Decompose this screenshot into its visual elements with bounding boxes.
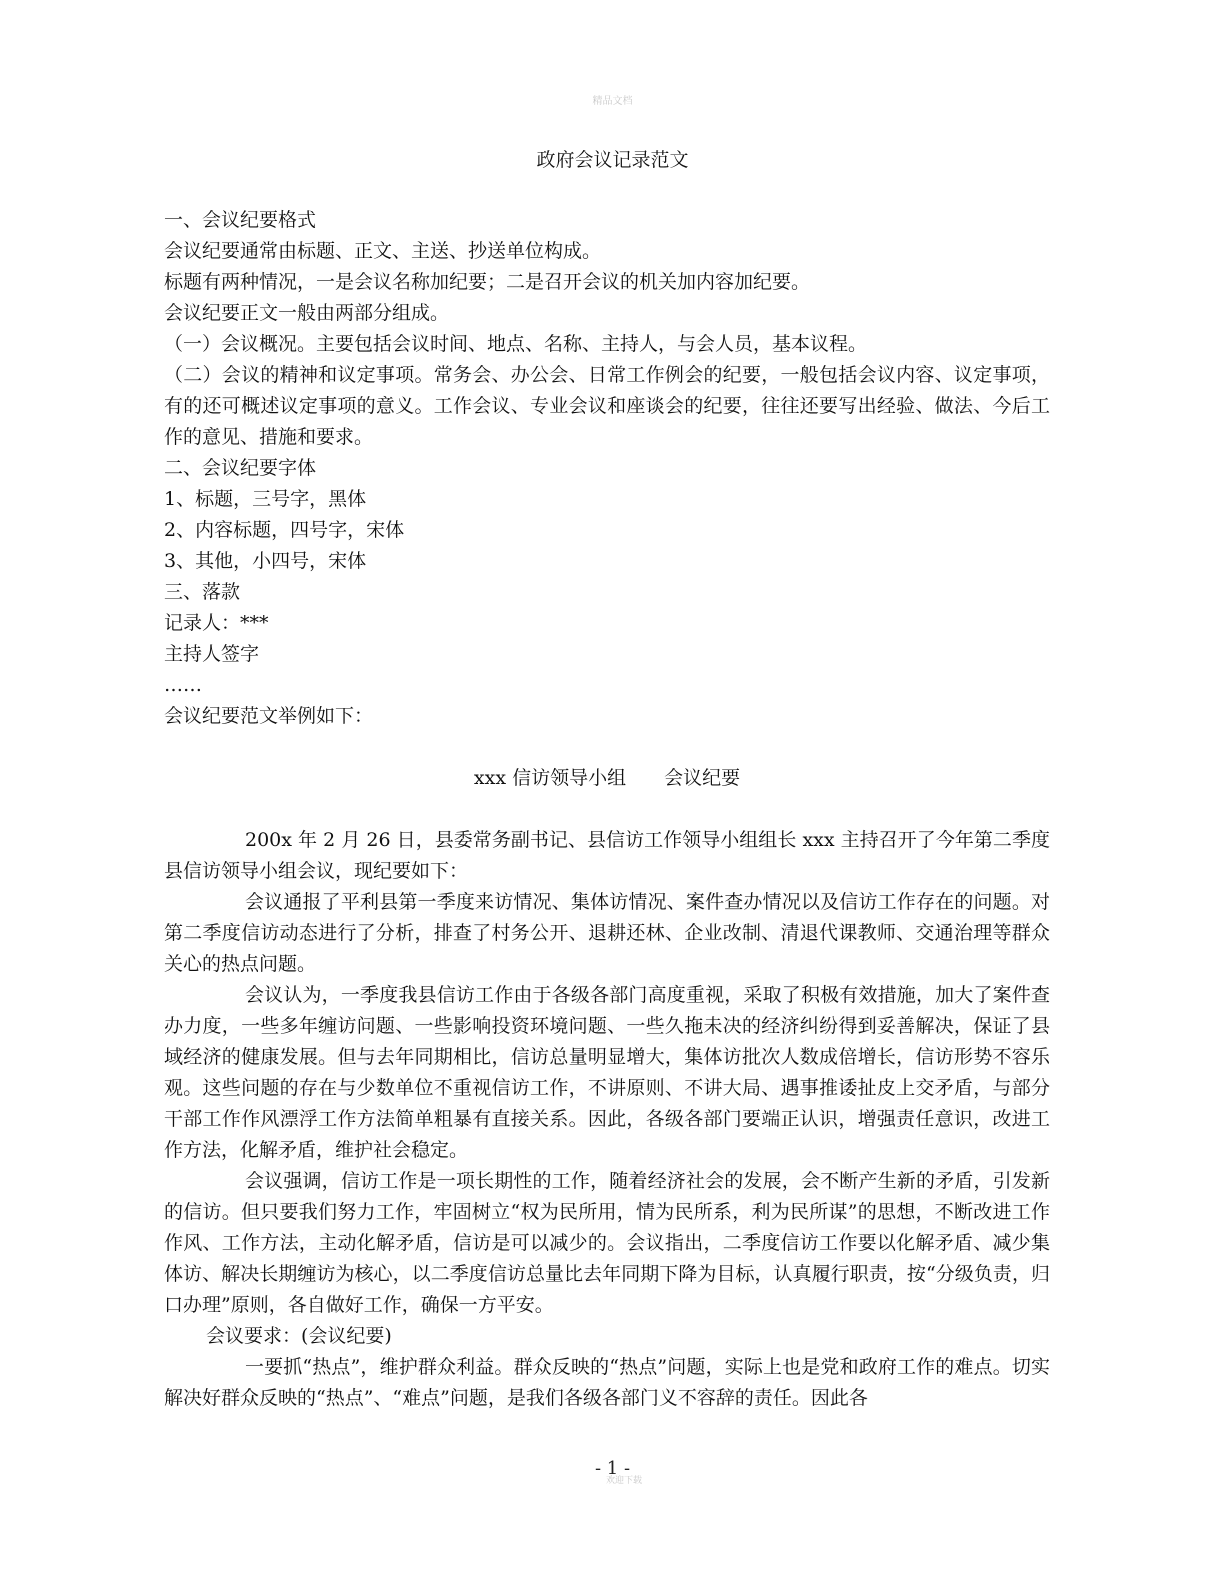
paragraph: 200x 年 2 月 26 日，县委常务副书记、县信访工作领导小组组长 xxx 主持召开了今年第二季度县信访领导小组会议，现纪要如下： [164,829,1050,882]
list-item: 1、标题，三号字，黑体 [164,488,367,510]
header-watermark: 精品文档 [592,96,633,107]
paragraph: 记录人：*** [164,612,269,634]
paragraph: 会议纪要范文举例如下： [164,705,374,727]
footer-watermark: 欢迎下载 [606,1476,643,1486]
requirements-heading: 会议要求：(会议纪要) [206,1325,392,1347]
paragraph: 主持人签字 [164,643,260,665]
paragraph: 会议认为，一季度我县信访工作由于各级各部门高度重视，采取了积极有效措施，加大了案件查办力度，一些多年缠访问题、一些影响投资环境问题、一些久拖未决的经济纠纷得到妥善解决，保证了县域经济的健康发展。但与去年同期相比，信访总量明显增大，集体访批次人数成倍增长，信访形势不容乐观。这些问题的存在与少数单位不重视信访工作，不讲原则、不讲大局、遇事推诿扯皮上交矛盾，与部分干部工作作风漂浮工作方法简单粗暴有直接关系。因此，各级各部门要端正认识，增强责任意识，改进工作方法，化解矛盾，维护社会稳定。 [164,984,1050,1161]
paragraph: 标题有两种情况，一是会议名称加纪要；二是召开会议的机关加内容加纪要。 [164,271,811,293]
paragraph: （二）会议的精神和议定事项。常务会、办公会、日常工作例会的纪要，一般包括会议内容、议定事项，有的还可概述议定事项的意义。工作会议、专业会议和座谈会的纪要，往往还要写出经验、做法、今后工作的意见、措施和要求。 [164,364,1050,448]
paragraph: 会议通报了平利县第一季度来访情况、集体访情况、案件查办情况以及信访工作存在的问题。对第二季度信访动态进行了分析，排查了村务公开、退耕还林、企业改制、清退代课教师、交通治理等群众关心的热点问题。 [164,891,1050,975]
example-title [164,763,1050,794]
document-title: 政府会议记录范文 [536,149,689,171]
page-number: - 1 - [594,1458,631,1479]
paragraph: （一）会议概况。主要包括会议时间、地点、名称、主持人，与会人员，基本议程。 [164,333,868,355]
paragraph: 会议强调，信访工作是一项长期性的工作，随着经济社会的发展，会不断产生新的矛盾，引发新的信访。但只要我们努力工作，牢固树立“权为民所用，情为民所系，利为民所谋”的思想，不断改进工作作风、工作方法，主动化解矛盾，信访是可以减少的。会议指出，二季度信访工作要以化解矛盾、减少集体访、解决长期缠访为核心，以二季度信访总量比去年同期下降为目标，认真履行职责，按“分级负责，归口办理”原则，各自做好工作，确保一方平安。 [164,1170,1050,1316]
document-body [164,205,1050,1414]
section-heading-font: 二、会议纪要字体 [164,457,317,479]
section-heading-format: 一、会议纪要格式 [164,209,317,231]
list-item: 3、其他，小四号，宋体 [164,550,367,572]
paragraph: 一要抓“热点”，维护群众利益。群众反映的“热点”问题，实际上也是党和政府工作的难点。切实解决好群众反映的“热点”、“难点”问题，是我们各级各部门义不容辞的责任。因此各 [164,1356,1050,1409]
section-heading-signature: 三、落款 [164,581,241,603]
list-item: 2、内容标题，四号字，宋体 [164,519,405,541]
example-title-part2: 会议纪要 [664,767,741,789]
paragraph: 会议纪要通常由标题、正文、主送、抄送单位构成。 [164,240,602,262]
example-title-part1: xxx 信访领导小组 [473,767,627,789]
paragraph: …… [164,674,202,696]
paragraph: 会议纪要正文一般由两部分组成。 [164,302,450,324]
